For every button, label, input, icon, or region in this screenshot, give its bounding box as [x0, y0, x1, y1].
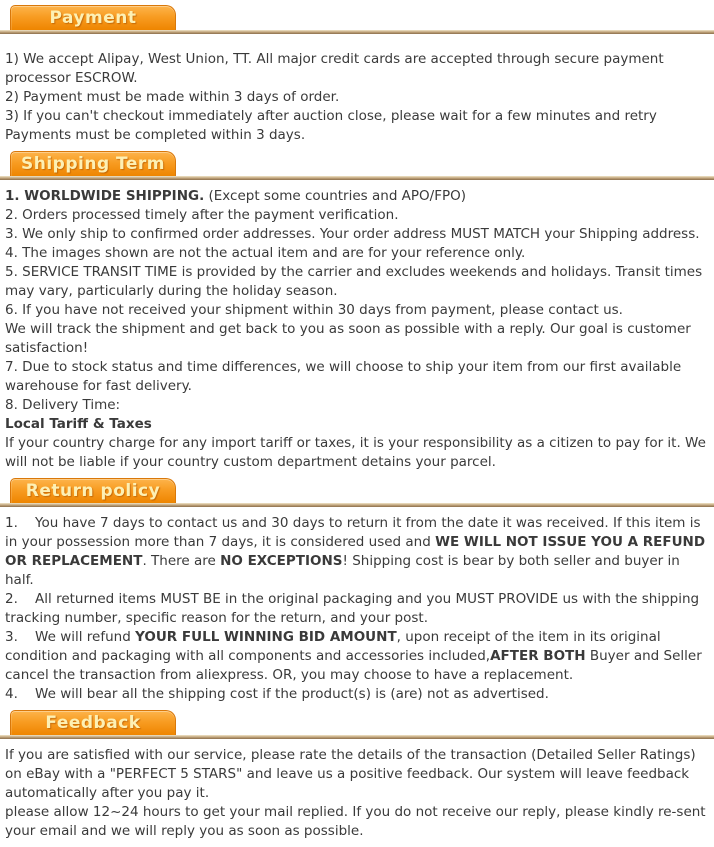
- policy-paragraph: If you are satisfied with our service, please rate the details of the transaction (Detailed Seller Ratings) on eBay with a "PERFECT 5 STARS" and leave us a positive feedback. Our system will leave feedback automatically after you pay it.: [5, 747, 696, 801]
- policy-paragraph: 2) Payment must be made within 3 days of order.: [5, 89, 340, 105]
- section-shipping-term: [0, 151, 714, 478]
- payment-tab-label: Payment: [49, 8, 137, 28]
- policy-paragraph: 1. WORLDWIDE SHIPPING. (Except some countries and APO/FPO): [5, 188, 467, 204]
- policy-paragraph: We will track the shipment and get back to you as soon as possible with a reply. Our goal is customer satisfaction!: [5, 321, 691, 356]
- payment-tab-row: [0, 5, 714, 34]
- feedback-tab-label: Feedback: [45, 713, 141, 733]
- policy-paragraph: please allow 12~24 hours to get your mail replied. If you do not receive our reply, please kindly re-sent your email and we will reply you as soon as possible.: [5, 804, 706, 839]
- section-return-policy: [0, 478, 714, 710]
- policy-paragraph: 1. You have 7 days to contact us and 30 days to return it from the date it was received. If this item is in your possession more than 7 days, it is considered used and WE WILL NOT ISSUE YOU A REFUND OR REPLACEMENT. There are NO EXCEPTIONS! Shipping cost is bear by both seller and buyer in half.: [5, 515, 706, 588]
- policy-paragraph: If your country charge for any import tariff or taxes, it is your responsibility as a citizen to pay for it. We will not be liable if your country custom department detains your parcel.: [5, 435, 706, 470]
- policy-paragraph: 6. If you have not received your shipment within 30 days from payment, please contact us.: [5, 302, 623, 318]
- return-policy-tab-label: Return policy: [25, 481, 161, 501]
- shipping-term-section-body: [0, 180, 714, 478]
- policy-paragraph: 4. The images shown are not the actual item and are for your reference only.: [5, 245, 526, 261]
- feedback-tab[interactable]: [10, 710, 176, 735]
- payment-section-body: [0, 34, 714, 151]
- return-policy-section-body: [0, 507, 714, 710]
- policy-paragraph: 3) If you can't checkout immediately after auction close, please wait for a few minutes and retry Payments must be completed within 3 days.: [5, 108, 657, 143]
- shipping-term-tab[interactable]: [10, 151, 176, 176]
- section-feedback: [0, 710, 714, 847]
- return-policy-tab-row: [0, 478, 714, 507]
- policy-paragraph: 1) We accept Alipay, West Union, TT. All major credit cards are accepted through secure payment processor ESCROW.: [5, 51, 664, 86]
- payment-tab[interactable]: [10, 5, 176, 30]
- feedback-tab-row: [0, 710, 714, 739]
- policy-paragraph: 8. Delivery Time:: [5, 397, 121, 413]
- policy-paragraph: 7. Due to stock status and time differences, we will choose to ship your item from our first available warehouse for fast delivery.: [5, 359, 682, 394]
- section-payment: [0, 5, 714, 151]
- shipping-term-tab-label: Shipping Term: [21, 154, 165, 174]
- policy-paragraph: 2. Orders processed timely after the payment verification.: [5, 207, 399, 223]
- shipping-term-tab-row: [0, 151, 714, 180]
- policy-paragraph: 2. All returned items MUST BE in the original packaging and you MUST PROVIDE us with the shipping tracking number, specific reason for the return, and your post.: [5, 591, 700, 626]
- feedback-section-body: [0, 739, 714, 847]
- policy-paragraph: 3. We will refund YOUR FULL WINNING BID AMOUNT, upon receipt of the item in its original condition and packaging with all components and accessories included,AFTER BOTH Buyer and Seller cancel the transaction from aliexpress. OR, you may choose to have a replacement.: [5, 629, 702, 683]
- policy-paragraph: Local Tariff & Taxes: [5, 416, 152, 432]
- policy-paragraph: 3. We only ship to confirmed order addresses. Your order address MUST MATCH your Shipping address.: [5, 226, 700, 242]
- policy-paragraph: 4. We will bear all the shipping cost if the product(s) is (are) not as advertised.: [5, 686, 549, 702]
- policy-paragraph: 5. SERVICE TRANSIT TIME is provided by the carrier and excludes weekends and holidays. Transit times may vary, particularly during the holiday season.: [5, 264, 703, 299]
- return-policy-tab[interactable]: [10, 478, 176, 503]
